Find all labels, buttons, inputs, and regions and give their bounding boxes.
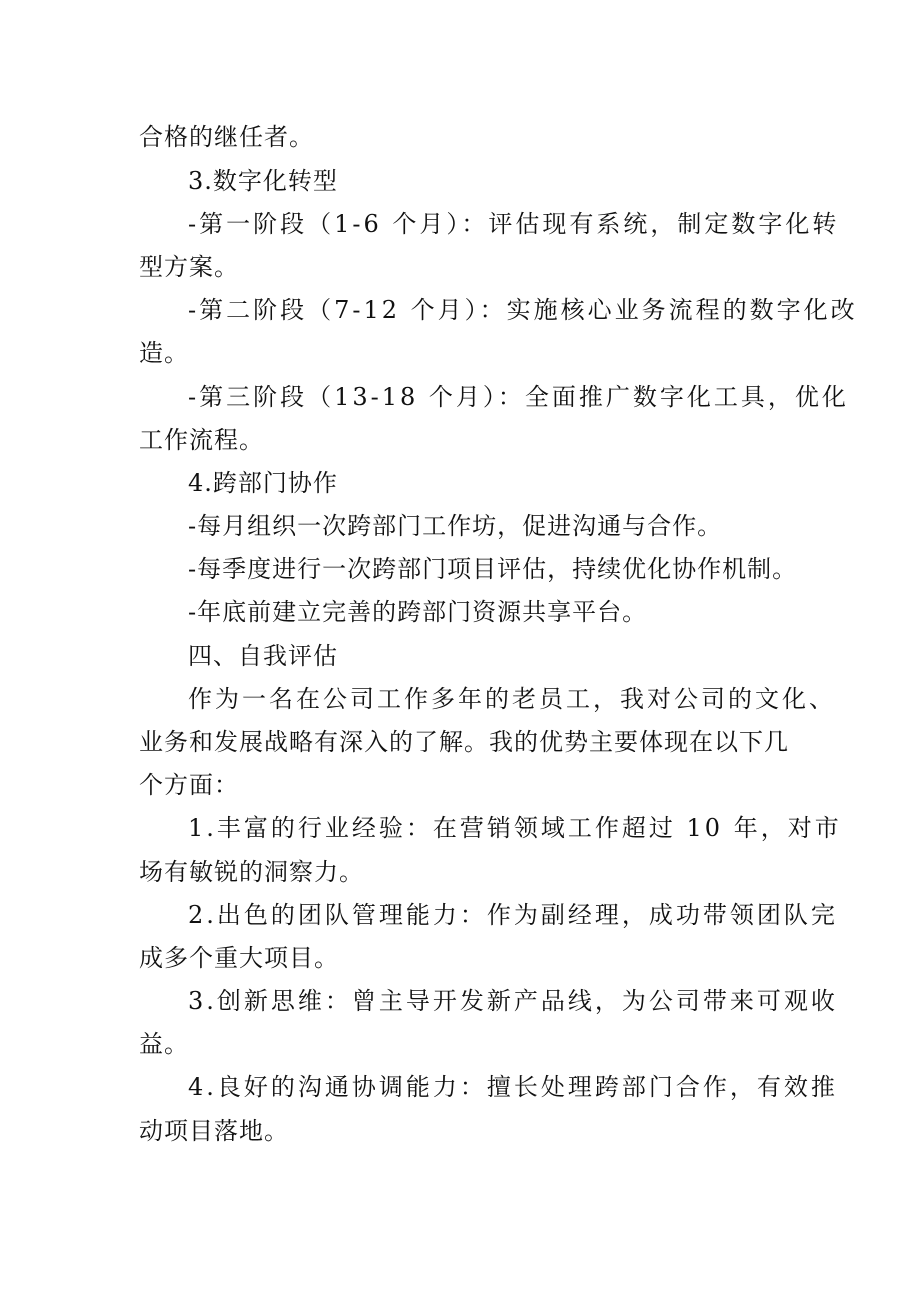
text-line-16: 个方面： [139,771,239,799]
text-line-23: 4.良好的沟通协调能力：擅长处理跨部门合作，有效推 [188,1073,838,1101]
text-line-19: 2.出色的团队管理能力：作为副经理，成功带领团队完 [188,901,838,929]
text-line-12: -年底前建立完善的跨部门资源共享平台。 [188,598,648,626]
text-line-20: 成多个重大项目。 [139,944,339,972]
section-heading-cross-department: 4.跨部门协作 [188,469,338,497]
text-line-07: -第三阶段（13-18 个月）：全面推广数字化工具，优化 [188,383,849,411]
section-heading-digital-transformation: 3.数字化转型 [188,167,338,195]
text-line-24: 动项目落地。 [139,1117,289,1145]
text-line-04: 型方案。 [139,253,239,281]
section-heading-self-assessment: 四、自我评估 [188,642,338,670]
text-line-15: 业务和发展战略有深入的了解。我的优势主要体现在以下几 [139,728,789,756]
text-line-11: -每季度进行一次跨部门项目评估，持续优化协作机制。 [188,555,798,583]
text-line-22: 益。 [139,1030,189,1058]
text-line-01: 合格的继任者。 [139,123,314,151]
text-line-06: 造。 [139,339,189,367]
text-line-05: -第二阶段（7-12 个月）：实施核心业务流程的数字化改 [188,296,858,324]
text-line-10: -每月组织一次跨部门工作坊，促进沟通与合作。 [188,512,723,540]
text-line-21: 3.创新思维：曾主导开发新产品线，为公司带来可观收 [188,987,838,1015]
text-line-17: 1.丰富的行业经验：在营销领域工作超过 10 年，对市 [188,814,842,842]
text-line-08: 工作流程。 [139,426,264,454]
text-line-14: 作为一名在公司工作多年的老员工，我对公司的文化、 [188,685,836,713]
text-line-18: 场有敏锐的洞察力。 [139,858,364,886]
text-line-03: -第一阶段（1-6 个月）：评估现有系统，制定数字化转 [188,210,840,238]
